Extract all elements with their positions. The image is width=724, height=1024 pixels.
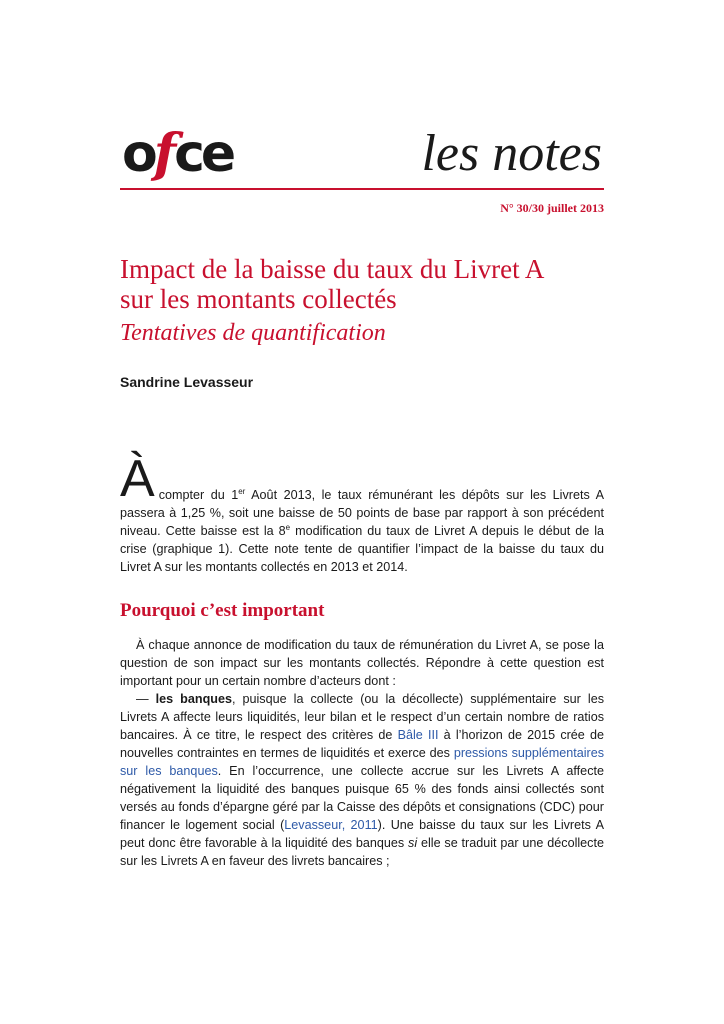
series-title: les notes bbox=[421, 125, 602, 182]
logo-text-f: f bbox=[153, 123, 175, 184]
section-paragraph-2: — les banques, puisque la collecte (ou la décollecte) supplémentaire sur les Livrets A affecte leurs liquidités, leur bilan et le respect d’un certain nombre de ratios bancaires. À ce titre, le respect des critères de Bâle III à l’horizon de 2015 crée de nouvelles contraintes en termes de liquidités et exerce des pressions supplémentaires sur les banques. En l’occurrence, une collecte accrue sur les Livrets A affecte négativement la liquidité des banques puisque 65 % des fonds ainsi collectés sont versés au fonds d’épargne géré par la Caisse des dépôts et consignations (CDC) pour financer le logement social (Levasseur, 2011). Une baisse du taux sur les Livrets A peut donc être favorable à la liquidité des banques si elle se traduit par une décollecte sur les Livrets A en faveur des livrets bancaires ; bbox=[120, 692, 605, 868]
link-bale-iii[interactable]: Bâle III bbox=[397, 728, 439, 742]
header-rule bbox=[120, 188, 604, 190]
logo-text-o: o bbox=[122, 124, 154, 184]
section-heading: Pourquoi c’est important bbox=[120, 600, 325, 621]
bold-term: les banques bbox=[155, 692, 232, 706]
drop-cap: À bbox=[120, 450, 155, 508]
link-pressions-banques[interactable]: pressions supplémentaires sur les banques bbox=[120, 746, 604, 778]
section-paragraph-1: À chaque annonce de modification du taux de rémunération du Livret A, se pose la question de son impact sur les montants collectés. Répondre à cette question est important pour un certain nombre d’acteurs dont : bbox=[120, 638, 604, 688]
issue-number: N° 30/30 juillet 2013 bbox=[500, 201, 604, 215]
section-body bbox=[120, 636, 604, 870]
article-title bbox=[120, 254, 610, 314]
intro-text: compter du 1er Août 2013, le taux rémunérant les dépôts sur les Livrets A passera à 1,25 %, soit une baisse de 50 points de base par rapport à son précédent niveau. Cette baisse est la 8e modification du taux de Livret A depuis le début de la crise (graphique 1). Cette note tente de quantifier l’impact de la baisse du taux du Livret A sur les montants collectés en 2013 et 2014. bbox=[120, 486, 604, 574]
title-line-1: Impact de la baisse du taux du Livret A bbox=[120, 254, 545, 284]
link-levasseur-2011[interactable]: Levasseur, 2011 bbox=[284, 818, 378, 832]
intro-paragraph bbox=[120, 452, 604, 576]
title-line-2: sur les montants collectés bbox=[120, 284, 397, 314]
author-name: Sandrine Levasseur bbox=[120, 374, 254, 390]
ofce-logo bbox=[122, 123, 233, 184]
article-subtitle: Tentatives de quantification bbox=[120, 320, 386, 346]
logo-text-ce: ce bbox=[174, 124, 233, 184]
